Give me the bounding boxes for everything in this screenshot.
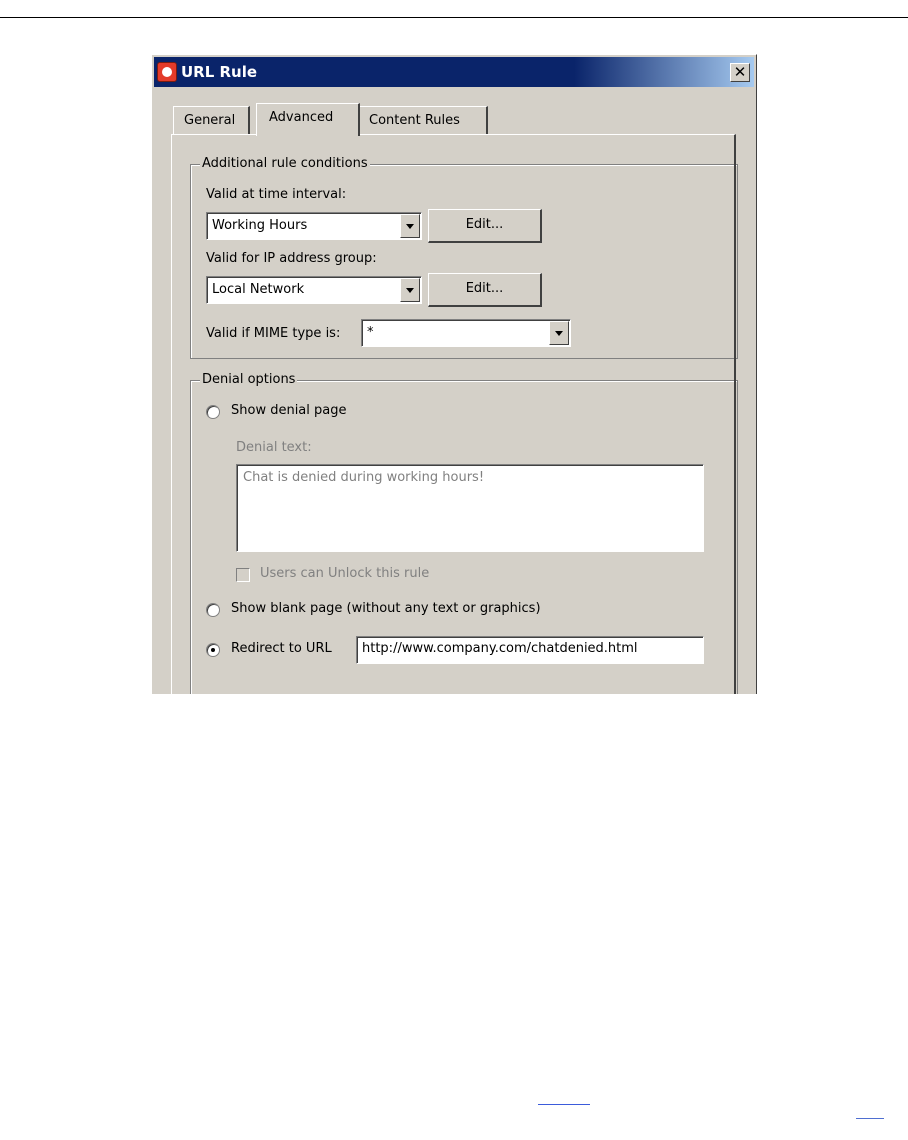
redirect-url-input[interactable]: http://www.company.com/chatdenied.html xyxy=(356,636,704,664)
page-link-underline[interactable] xyxy=(538,1104,590,1105)
close-button[interactable]: ✕ xyxy=(730,63,750,82)
url-rule-dialog xyxy=(151,54,757,694)
page-corner-box xyxy=(856,1118,884,1137)
show-blank-page-label[interactable]: Show blank page (without any text or graphics) xyxy=(231,601,541,616)
ip-group-value: Local Network xyxy=(212,282,305,297)
dialog-title: URL Rule xyxy=(181,63,258,81)
mime-type-value: * xyxy=(367,325,374,340)
title-bar[interactable] xyxy=(154,57,754,87)
time-interval-label: Valid at time interval: xyxy=(206,187,347,202)
tab-panel-advanced xyxy=(171,134,736,694)
redirect-to-url-label[interactable]: Redirect to URL xyxy=(231,641,332,656)
page-top-rule xyxy=(0,17,908,18)
mime-type-label: Valid if MIME type is: xyxy=(206,326,341,341)
denial-text-label: Denial text: xyxy=(236,440,312,455)
denial-text-area[interactable]: Chat is denied during working hours! xyxy=(236,464,704,552)
tab-advanced[interactable]: Advanced xyxy=(256,103,360,136)
tab-general[interactable]: General xyxy=(173,106,250,134)
app-shield-icon xyxy=(157,62,177,82)
edit-time-interval-button[interactable]: Edit... xyxy=(428,209,542,243)
denial-options-legend: Denial options xyxy=(202,372,296,387)
tab-content-rules[interactable]: Content Rules xyxy=(358,106,488,134)
edit-ip-group-button[interactable]: Edit... xyxy=(428,273,542,307)
time-interval-value: Working Hours xyxy=(212,218,308,233)
ip-group-label: Valid for IP address group: xyxy=(206,251,377,266)
additional-conditions-legend: Additional rule conditions xyxy=(202,156,368,171)
show-denial-page-label[interactable]: Show denial page xyxy=(231,403,347,418)
unlock-rule-label[interactable]: Users can Unlock this rule xyxy=(260,566,430,581)
